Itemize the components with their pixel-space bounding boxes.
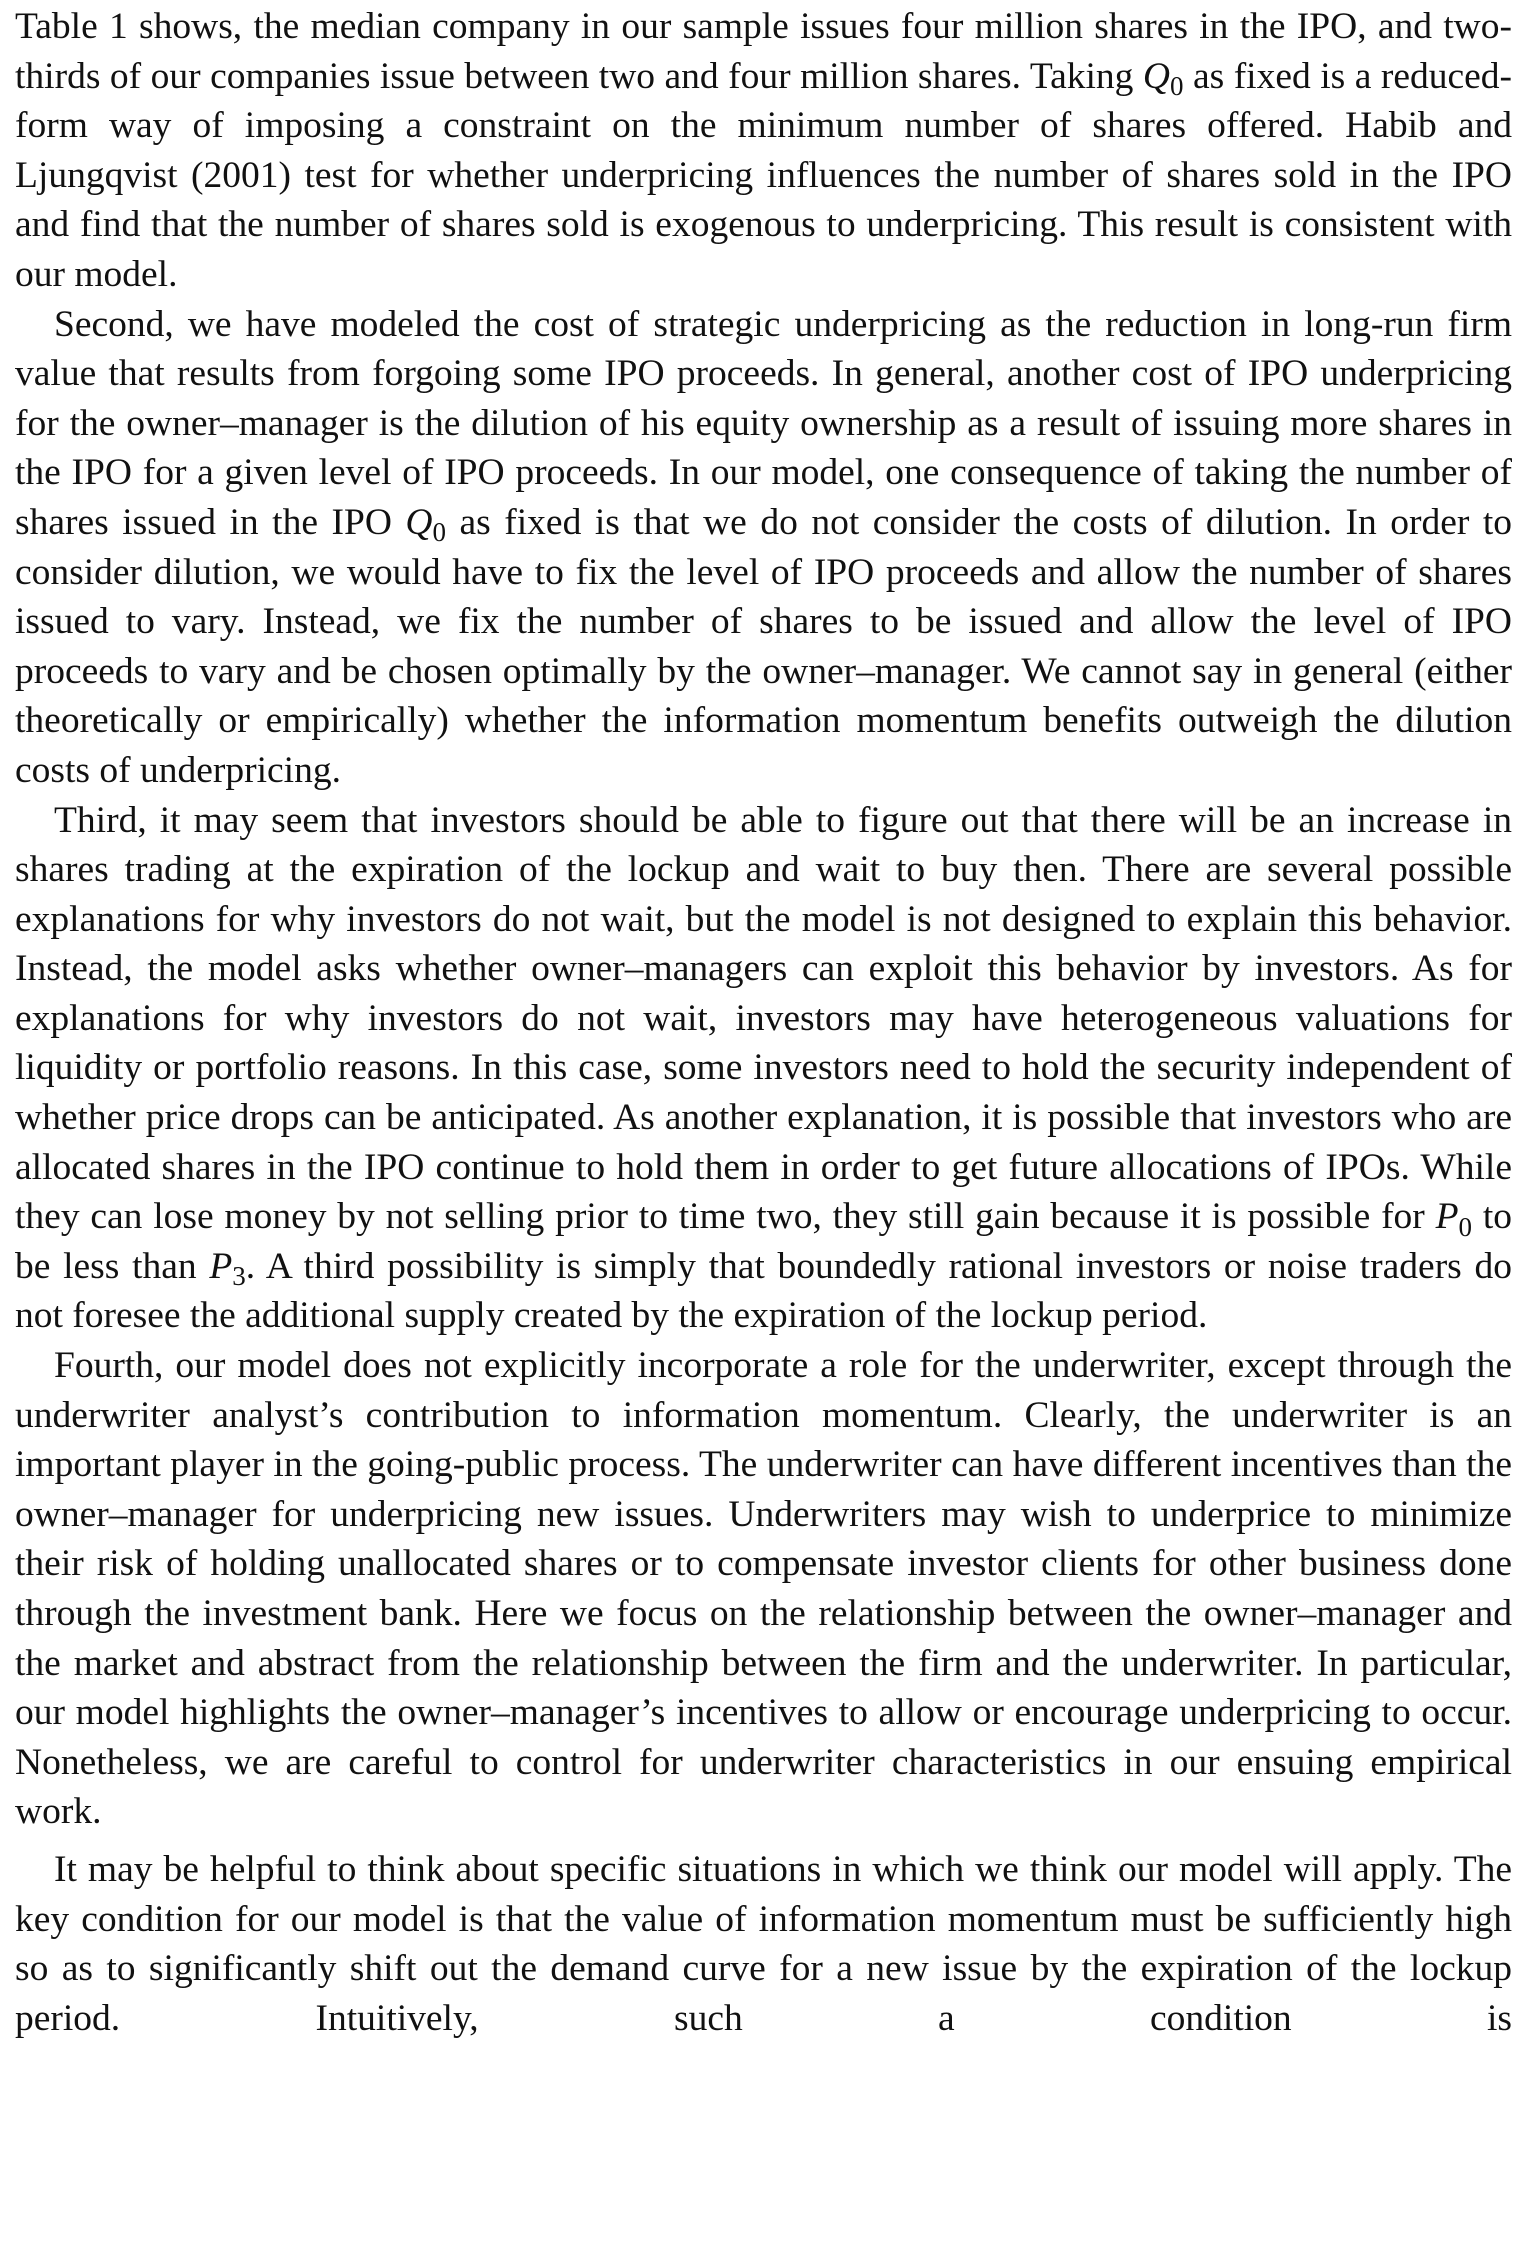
math-symbol-letter: Q <box>1142 55 1170 97</box>
math-symbol-letter: P <box>1435 1196 1459 1238</box>
math-subscript: 0 <box>432 517 447 548</box>
math-symbol <box>209 1245 246 1292</box>
text-run: Second, we have modeled the cost of strategic underpricing as the reduction in long-run firm value that results from forgoing some IPO proceeds. In general, another cost of IPO underpricing for the owner–manager is the dilution of his equity ownership as a result of issuing more shares in the IPO for a given level of IPO proceeds. In our model, one consequence of taking the number of shares issued in the IPO <box>15 303 1512 543</box>
paragraph-investor-waiting <box>15 796 1512 1342</box>
paper-page <box>15 2 1512 2043</box>
paragraph-specific-situations <box>15 1845 1512 2043</box>
text-run: Table 1 shows, the median company in our sample issues four million shares in the IPO, and two-thirds of our companies issue between two and four million shares. Taking <box>15 6 1512 97</box>
math-symbol <box>405 501 447 548</box>
math-subscript: 3 <box>232 1261 246 1292</box>
text-run: It may be helpful to think about specific situations in which we think our model will apply. The key condition for our model is that the value of information momentum must be sufficiently high so as to significantly shift out the demand curve for a new issue by the expiration of the lockup period. Intuitively, such a condition is <box>15 1848 1512 2039</box>
paragraph-dilution-cost <box>15 300 1512 796</box>
text-run: Third, it may seem that investors should be able to figure out that there will be an increase in shares trading at the expiration of the lockup and wait to buy then. There are several possible explanations for why investors do not wait, but the model is not designed to explain this behavior. Instead, the model asks whether owner–managers can exploit this behavior by investors. As for explanations for why investors do not wait, investors may have heterogeneous valuations for liquidity or portfolio reasons. In this case, some investors need to hold the security independent of whether price drops can be anticipated. As another explanation, it is possible that investors who are allocated shares in the IPO continue to hold them in order to get future allocations of IPOs. While they can lose money by not selling prior to time two, they still gain because it is possible for <box>15 799 1512 1238</box>
math-subscript: 0 <box>1170 71 1184 102</box>
math-symbol-letter: Q <box>405 501 433 543</box>
math-symbol <box>1435 1196 1473 1242</box>
math-subscript: 0 <box>1458 1211 1473 1242</box>
text-run: as fixed is that we do not consider the costs of dilution. In order to consider dilution, we would have to fix the level of IPO proceeds and allow the number of shares issued to vary. Instead, we fix the number of shares to be issued and allow the level of IPO proceeds to vary and be chosen optimally by the owner–manager. We cannot say in general (either theoretically or empirically) whether the information momentum benefits outweigh the dilution costs of underpricing. <box>15 501 1512 791</box>
text-run: to be less than <box>15 1196 1513 1287</box>
paragraph-underwriter-role <box>15 1341 1512 1837</box>
text-run: as fixed is a reduced-form way of imposing a constraint on the minimum number of shares offered. Habib and Ljungqvist (2001) test for whether underpricing influences the number of shares sold in the IPO and find that the number of shares sold is exogenous to underpricing. This result is consistent with our model. <box>15 55 1512 295</box>
text-run: Fourth, our model does not explicitly incorporate a role for the underwriter, except through the underwriter analyst’s contribution to information momentum. Clearly, the underwriter is an important player in the going-public process. The underwriter can have different incentives than the owner–manager for underpricing new issues. Underwriters may wish to underprice to minimize their risk of holding unallocated shares or to compensate investor clients for other business done through the investment bank. Here we focus on the relationship between the owner–manager and the market and abstract from the relationship between the firm and the underwriter. In particular, our model highlights the owner–manager’s incentives to allow or encourage underpricing to occur. Nonetheless, we are careful to control for underwriter characteristics in our ensuing empirical work. <box>15 1345 1512 1833</box>
text-run: . A third possibility is simply that boundedly rational investors or noise traders do not foresee the additional supply created by the expiration of the lockup period. <box>15 1245 1512 1337</box>
math-symbol-letter: P <box>209 1245 233 1287</box>
paragraph-table1-shares <box>15 2 1512 300</box>
math-symbol <box>1142 55 1184 102</box>
